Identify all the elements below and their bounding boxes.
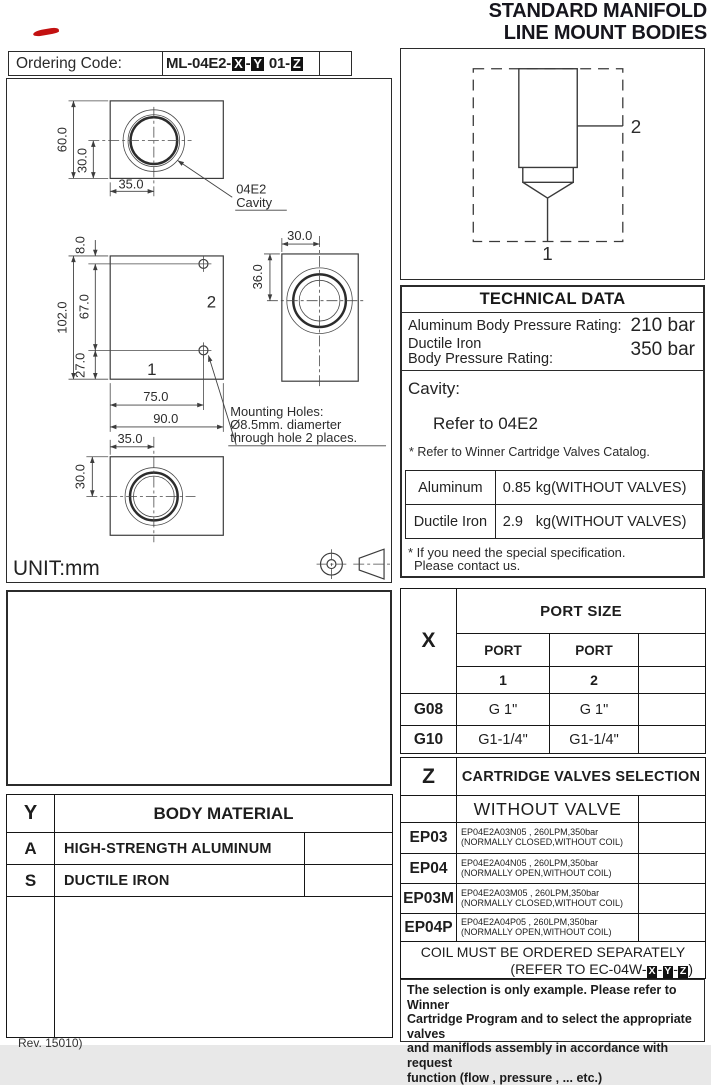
table-row — [401, 884, 706, 914]
port2-number: 2 — [550, 667, 639, 694]
weight-material: Aluminum — [406, 471, 496, 505]
selection-note-box — [400, 979, 705, 1085]
body-material-title: BODY MATERIAL — [55, 795, 393, 833]
table-row — [401, 942, 706, 979]
valve-desc-line1: EP04E2A04N05 , 260LPM,350bar — [461, 857, 599, 868]
coil-ref-z-box: Z — [679, 965, 687, 978]
empty-cell — [639, 914, 706, 942]
valve-desc-line1: EP04E2A04P05 , 260LPM,350bar — [461, 916, 598, 927]
dimension-drawing-box — [6, 78, 392, 583]
port-size-table — [400, 588, 706, 754]
weight-value: 2.9 — [502, 513, 523, 530]
dim-front-102: 102.0 — [54, 301, 70, 334]
page-title — [489, 1, 707, 44]
ordering-code-dash: - — [245, 55, 251, 72]
coil-ref-y-box: Y — [664, 965, 672, 978]
valve-selection-table — [400, 757, 706, 979]
valve-desc-line1: EP04E2A03N05 , 260LPM,350bar — [461, 827, 599, 838]
table-row — [7, 833, 393, 865]
body-material-row-code: A — [7, 833, 55, 865]
without-valve-option: WITHOUT VALVE — [457, 796, 639, 823]
coil-ref-suffix: ) — [688, 961, 694, 978]
front-port2-label: 2 — [206, 292, 217, 312]
coil-note-cell — [401, 942, 706, 979]
ordering-code-y-box: Y — [253, 55, 262, 71]
empty-cell — [305, 833, 393, 865]
body-material-label: HIGH-STRENGTH ALUMINUM — [55, 833, 305, 865]
selection-note-line3: and maniflods assembly in accordance with request — [407, 1041, 669, 1070]
ordering-code-value — [163, 52, 320, 75]
valve-option-desc — [457, 823, 639, 854]
empty-cell — [639, 884, 706, 914]
cavity-footnote: * Refer to Winner Cartridge Valves Catalog. — [409, 445, 650, 459]
page-title-line2: LINE MOUNT BODIES — [503, 21, 707, 44]
ordering-code-x-box: X — [234, 55, 243, 71]
dim-front-8: 8.0 — [72, 236, 88, 254]
table-row — [401, 726, 706, 754]
port-size-title: PORT SIZE — [457, 589, 706, 634]
hydraulic-schematic — [401, 49, 703, 278]
valve-desc-line2: (NORMALLY OPEN,WITHOUT COIL) — [461, 926, 612, 937]
unit-label: UNIT:mm — [12, 557, 100, 581]
empty-cell — [639, 796, 706, 823]
front-port1-label: 1 — [147, 360, 157, 380]
page-title-line1: STANDARD MANIFOLD — [488, 0, 707, 22]
table-row — [7, 795, 393, 833]
red-pen-mark — [33, 27, 60, 37]
aluminum-pressure-value: 210 bar — [630, 315, 695, 336]
table-row — [401, 796, 706, 823]
mounting-callout-line3: through hole 2 places. — [230, 429, 358, 445]
body-material-label: DUCTILE IRON — [55, 865, 305, 897]
body-material-row-code: S — [7, 865, 55, 897]
cavity-value: Refer to 04E2 — [433, 414, 538, 433]
schematic-box — [400, 48, 705, 280]
body-material-table — [6, 794, 393, 1038]
table-row — [401, 694, 706, 726]
special-spec-note-2: Please contact us. — [414, 558, 521, 573]
weight-unit: kg(WITHOUT VALVES) — [535, 513, 687, 530]
empty-cell — [401, 796, 457, 823]
dim-front-27: 27.0 — [72, 352, 88, 378]
ordering-code-prefix: ML-04E2- — [166, 55, 232, 72]
table-row — [401, 589, 706, 634]
dim-bottom-35: 35.0 — [117, 430, 143, 446]
table-row — [401, 914, 706, 942]
ordering-code-mid: 01- — [264, 55, 290, 72]
cavity-callout-line2: Cavity — [236, 195, 273, 211]
valve-desc-line2: (NORMALLY CLOSED,WITHOUT COIL) — [461, 897, 624, 908]
dim-side-36: 36.0 — [250, 264, 265, 290]
weight-value-cell — [495, 505, 702, 539]
weight-value-cell — [495, 471, 702, 505]
valve-table-title: CARTRIDGE VALVES SELECTION — [457, 758, 706, 796]
empty-cell — [639, 854, 706, 884]
dim-front-90: 90.0 — [153, 410, 179, 426]
body-material-code-header: Y — [7, 795, 55, 833]
table-row — [7, 865, 393, 897]
coil-ref-x-box: X — [648, 965, 656, 978]
dim-top-35: 35.0 — [118, 176, 144, 192]
front-view — [55, 236, 386, 446]
weight-table — [405, 470, 703, 539]
valve-option-code: EP03M — [401, 884, 457, 914]
port2-size: G 1" — [550, 694, 639, 726]
top-view — [55, 101, 287, 210]
valve-option-desc — [457, 884, 639, 914]
dim-bottom-30: 30.0 — [72, 464, 88, 490]
port1-number: 1 — [457, 667, 550, 694]
side-view — [250, 228, 366, 389]
technical-data-title: TECHNICAL DATA — [402, 287, 703, 313]
valve-desc-line2: (NORMALLY CLOSED,WITHOUT COIL) — [461, 837, 624, 847]
valve-option-code: EP04 — [401, 854, 457, 884]
empty-cell — [639, 694, 706, 726]
ductile-pressure-label-1: Ductile Iron — [408, 336, 482, 352]
table-row — [7, 897, 393, 1038]
table-row — [401, 758, 706, 796]
projection-symbol — [317, 549, 391, 579]
aluminum-pressure-label: Aluminum Body Pressure Rating: — [408, 318, 622, 334]
table-row — [401, 823, 706, 854]
mounting-callout-line2: Ø8.5mm. diamerter — [230, 416, 342, 432]
empty-cell — [305, 865, 393, 897]
ductile-pressure-label-2: Body Pressure Rating: — [408, 351, 554, 367]
ordering-code-z-box: Z — [292, 55, 301, 71]
empty-cell — [639, 726, 706, 754]
bottom-view — [72, 431, 223, 542]
port-size-code-header: X — [401, 589, 457, 694]
dim-top-30: 30.0 — [74, 147, 90, 174]
schematic-port1-label: 1 — [542, 243, 553, 265]
selection-note-line2: Cartridge Program and to select the appropriate valves — [407, 1012, 692, 1041]
cartridge-cavity-symbol — [519, 69, 623, 242]
empty-cell — [55, 897, 393, 1038]
valve-option-desc — [457, 914, 639, 942]
table-row — [406, 471, 703, 505]
valve-option-desc — [457, 854, 639, 884]
port-size-row-code: G10 — [401, 726, 457, 754]
special-spec-note-1: * If you need the special specification. — [408, 545, 626, 560]
empty-cell — [639, 667, 706, 694]
selection-note-line1: The selection is only example. Please refer to Winner — [407, 983, 677, 1012]
table-row — [401, 854, 706, 884]
divider — [402, 370, 703, 371]
port-size-row-code: G08 — [401, 694, 457, 726]
dim-top-60: 60.0 — [54, 127, 70, 153]
empty-cell — [639, 634, 706, 667]
coil-ref-dash: - — [657, 961, 663, 978]
schematic-port2-label: 2 — [630, 115, 642, 137]
port1-header: PORT — [457, 634, 550, 667]
empty-cell — [639, 823, 706, 854]
valve-option-code: EP04P — [401, 914, 457, 942]
coil-ref-dash: - — [673, 961, 678, 978]
cavity-callout-line1: 04E2 — [236, 181, 267, 197]
cavity-label: Cavity: — [408, 379, 460, 398]
revision-text: Rev. 15010) — [18, 1036, 83, 1050]
table-row — [406, 505, 703, 539]
valve-option-code: EP03 — [401, 823, 457, 854]
mounting-callout-line1: Mounting Holes: — [230, 403, 324, 419]
port2-size: G1-1/4" — [550, 726, 639, 754]
technical-data-box — [400, 285, 705, 578]
empty-panel — [6, 590, 392, 786]
coil-ref-prefix: (REFER TO EC-04W- — [510, 961, 647, 978]
valve-desc-line1: EP04E2A03M05 , 260LPM,350bar — [461, 887, 600, 898]
port1-size: G1-1/4" — [457, 726, 550, 754]
dim-front-67: 67.0 — [76, 294, 92, 320]
empty-cell — [7, 897, 55, 1038]
port2-header: PORT — [550, 634, 639, 667]
ordering-code-box — [8, 51, 352, 76]
port1-size: G 1" — [457, 694, 550, 726]
valve-desc-line2: (NORMALLY OPEN,WITHOUT COIL) — [461, 867, 612, 878]
weight-material: Ductile Iron — [406, 505, 496, 539]
ductile-pressure-value: 350 bar — [630, 339, 695, 360]
dim-front-75: 75.0 — [143, 389, 169, 405]
weight-value: 0.85 — [502, 479, 531, 496]
selection-note-line4: function (flow ‚ pressure ‚ ... etc.) — [407, 1070, 603, 1085]
weight-unit: kg(WITHOUT VALVES) — [535, 479, 687, 496]
valve-code-header: Z — [401, 758, 457, 796]
dim-side-30: 30.0 — [287, 228, 313, 244]
dimension-drawing — [7, 79, 390, 581]
coil-note-line1: COIL MUST BE ORDERED SEPARATELY — [420, 944, 686, 961]
ordering-code-label: Ordering Code: — [9, 52, 163, 75]
coil-note-line2 — [401, 961, 705, 978]
